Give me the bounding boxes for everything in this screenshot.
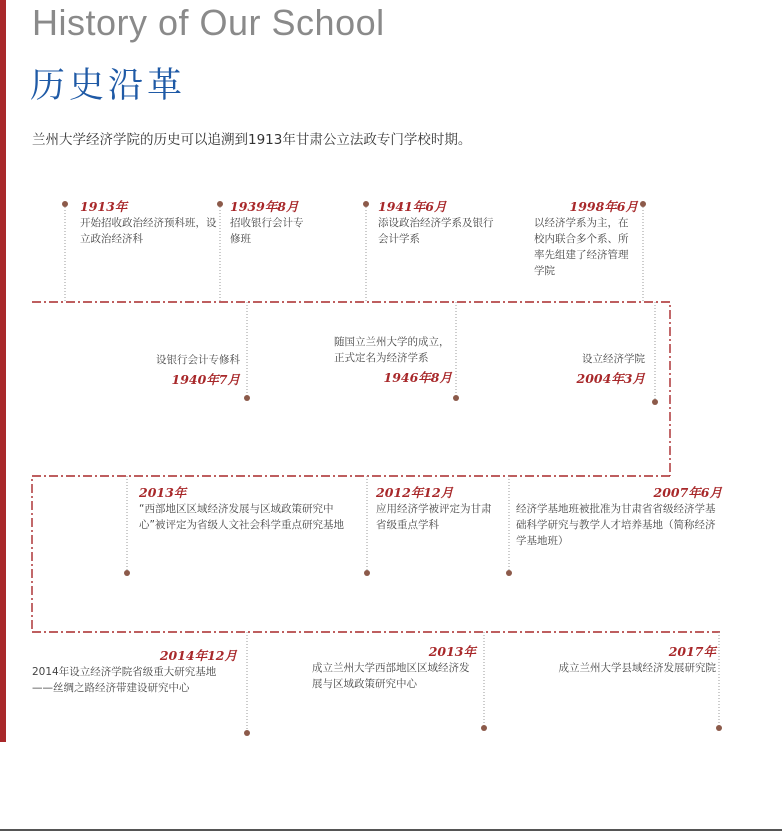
event-desc: 成立兰州大学县域经济发展研究院 xyxy=(558,662,716,674)
timeline-dot-2013a xyxy=(124,570,130,576)
event-desc: 经济学基地班被批准为甘肃省省级经济学基础科学研究与教学人才培养基地（简称经济学基地班） xyxy=(516,503,716,547)
event-desc: 添设政治经济学系及银行会计学系 xyxy=(378,217,494,245)
event-date: 1939年8月 xyxy=(230,199,299,214)
timeline-dot-2014 xyxy=(244,730,250,736)
event-desc: “西部地区区域经济发展与区域政策研究中心”被评定为省级人文社会科学重点研究基地 xyxy=(139,503,344,531)
timeline-dot-1998 xyxy=(640,201,646,207)
event-date: 1941年6月 xyxy=(378,199,447,214)
page-title-english: History of Our School xyxy=(32,2,385,43)
timeline-event-1946 xyxy=(334,334,452,386)
event-date: 2012年12月 xyxy=(376,485,454,500)
timeline-event-2013-western xyxy=(312,644,476,692)
timeline-dot-2012 xyxy=(364,570,370,576)
event-date: 2014年12月 xyxy=(159,648,237,663)
event-desc: 设银行会计专修科 xyxy=(156,354,240,366)
timeline-event-2014 xyxy=(32,648,237,696)
timeline-event-2004 xyxy=(545,351,645,387)
timeline-event-1998 xyxy=(534,199,638,279)
event-date: 1998年6月 xyxy=(569,199,638,214)
timeline-dot-2013b xyxy=(481,725,487,731)
event-desc: 招收银行会计专修班 xyxy=(230,217,304,245)
event-desc: 2014年设立经济学院省级重大研究基地——丝绸之路经济带建设研究中心 xyxy=(32,666,217,694)
bottom-rule xyxy=(0,829,782,831)
event-desc: 开始招收政治经济预科班，设立政治经济科 xyxy=(80,217,217,245)
timeline-dot-1940 xyxy=(244,395,250,401)
timeline-dot-2017 xyxy=(716,725,722,731)
event-date: 1946年8月 xyxy=(383,370,452,385)
event-date: 2013年 xyxy=(139,485,187,500)
timeline-event-2013-center xyxy=(139,485,347,533)
intro-text: 兰州大学经济学院的历史可以追溯到1913年甘肃公立法政专门学校时期。 xyxy=(32,132,472,148)
timeline-event-1941 xyxy=(378,199,498,247)
timeline-dot-1913 xyxy=(62,201,68,207)
event-date: 2007年6月 xyxy=(653,485,722,500)
event-date: 2004年3月 xyxy=(576,371,645,386)
event-desc: 设立经济学院 xyxy=(582,353,645,365)
page-title-chinese: 历史沿革 xyxy=(30,66,187,106)
timeline-dot-2007 xyxy=(506,570,512,576)
event-date: 2017年 xyxy=(668,644,716,659)
timeline-dot-1941 xyxy=(363,201,369,207)
event-desc: 随国立兰州大学的成立，正式定名为经济学系 xyxy=(334,336,450,364)
event-date: 2013年 xyxy=(428,644,476,659)
timeline-event-2007 xyxy=(516,485,722,549)
timeline-dot-1946 xyxy=(453,395,459,401)
timeline-path-row1 xyxy=(32,302,670,476)
timeline-event-1939 xyxy=(230,199,310,247)
event-desc: 成立兰州大学西部地区区域经济发展与区域政策研究中心 xyxy=(312,662,470,690)
event-desc: 应用经济学被评定为甘肃省级重点学科 xyxy=(376,503,492,531)
timeline-event-2017 xyxy=(530,644,716,676)
event-desc: 以经济学系为主，在校内联合多个系、所率先组建了经济管理学院 xyxy=(534,217,629,277)
timeline-dot-2004 xyxy=(652,399,658,405)
event-date: 1913年 xyxy=(80,199,128,214)
timeline-event-1940 xyxy=(140,352,240,388)
timeline-event-2012 xyxy=(376,485,492,533)
event-date: 1940年7月 xyxy=(171,372,240,387)
timeline-event-1913 xyxy=(80,199,220,247)
